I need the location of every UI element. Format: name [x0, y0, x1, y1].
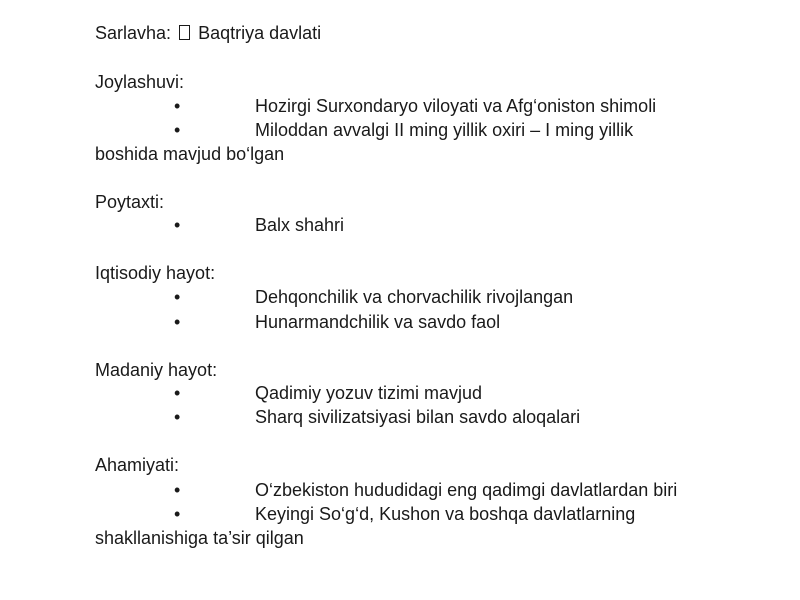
bullet-icon: •	[174, 120, 181, 140]
section-heading-joylashuvi: Joylashuvi:	[95, 72, 185, 92]
section-heading-ahamiyati: Ahamiyati:	[95, 455, 180, 475]
title-line	[95, 21, 321, 45]
bullet-icon: •	[174, 215, 181, 235]
list-item-continuation: shakllanishiga ta’sir qilgan	[95, 528, 304, 548]
bullet-icon: •	[174, 287, 181, 307]
list-item: Dehqonchilik va chorvachilik rivojlangan	[255, 287, 574, 307]
section-heading-madaniy-hayot: Madaniy hayot:	[95, 360, 218, 380]
bullet-icon: •	[174, 312, 181, 332]
section-heading-iqtisodiy-hayot: Iqtisodiy hayot:	[95, 263, 216, 283]
list-item: Keyingi So‘g‘d, Kushon va boshqa davlatlarning	[255, 504, 636, 524]
list-item-continuation: boshida mavjud bo‘lgan	[95, 144, 285, 164]
title-text: Baqtriya davlati	[198, 23, 322, 43]
list-item: Sharq sivilizatsiyasi bilan savdo aloqalari	[255, 407, 581, 427]
bullet-icon: •	[174, 480, 181, 500]
list-item: Hozirgi Surxondaryo viloyati va Afg‘oniston shimoli	[255, 96, 657, 116]
title-label: Sarlavha:	[95, 23, 172, 43]
list-item: Qadimiy yozuv tizimi mavjud	[255, 383, 483, 403]
list-item: O‘zbekiston hududidagi eng qadimgi davlatlardan biri	[255, 480, 678, 500]
list-item: Miloddan avvalgi II ming yillik oxiri – I ming yillik	[255, 120, 634, 140]
section-heading-poytaxti: Poytaxti:	[95, 192, 165, 212]
list-item: Hunarmandchilik va savdo faol	[255, 312, 501, 332]
list-item: Balx shahri	[255, 215, 345, 235]
bullet-icon: •	[174, 407, 181, 427]
missing-glyph-icon	[179, 25, 190, 40]
bullet-icon: •	[174, 96, 181, 116]
bullet-icon: •	[174, 383, 181, 403]
bullet-icon: •	[174, 504, 181, 524]
